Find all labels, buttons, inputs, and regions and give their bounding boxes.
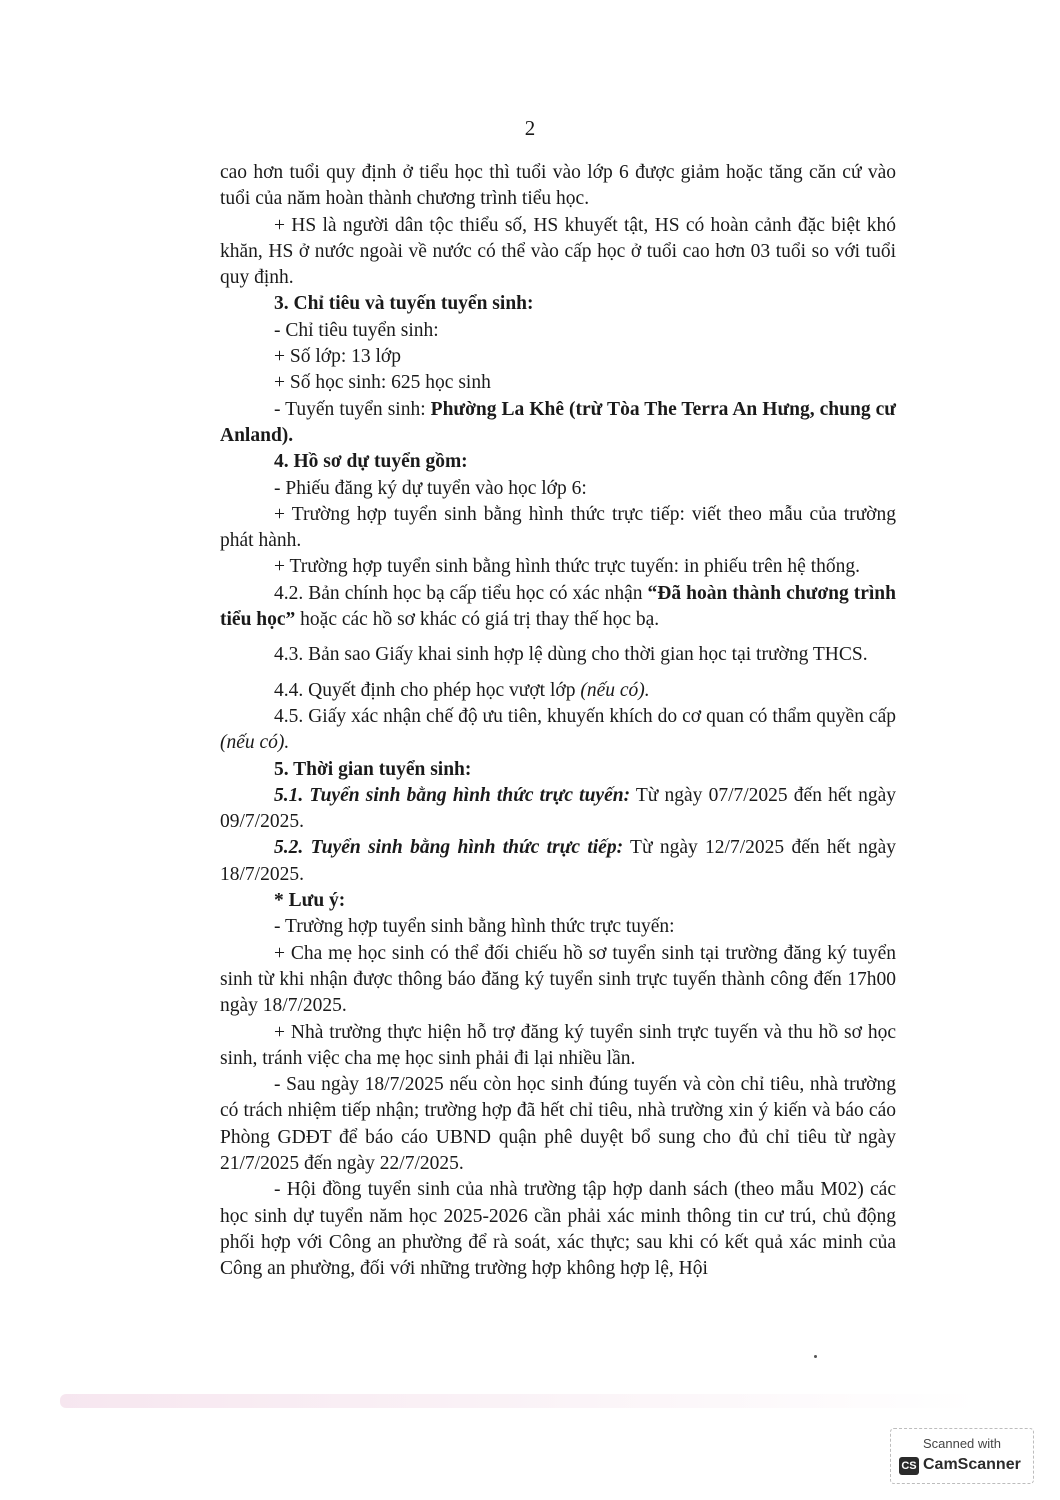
transcript-quote: “Đã hoàn thành chương trình tiểu học”	[220, 582, 896, 631]
document-body	[220, 160, 896, 1282]
paragraph-skip-grade	[220, 678, 896, 704]
paragraph-direct-period	[220, 835, 896, 888]
paragraph-registration-form: - Phiếu đăng ký dự tuyển vào học lớp 6:	[274, 477, 587, 499]
skip-grade-text: 4.4. Quyết định cho phép học vượt lớp	[274, 679, 581, 701]
paragraph-transcript	[220, 581, 896, 634]
paragraph-age-continued: cao hơn tuổi quy định ở tiểu học thì tuổi vào lớp 6 được giảm hoặc tăng căn cứ vào tuổi của năm hoàn thành chương trình tiểu học.	[220, 162, 896, 210]
direct-period-dates: Từ ngày 12/7/2025 đến hết ngày 18/7/2025.	[220, 837, 896, 885]
paragraph-direct-form: + Trường hợp tuyển sinh bằng hình thức trực tiếp: viết theo mẫu của trường phát hành.	[220, 503, 896, 552]
priority-note: (nếu có).	[220, 732, 290, 754]
scan-footer-smudge	[60, 1394, 980, 1408]
online-period-label: 5.1. Tuyển sinh bằng hình thức trực tuyến:	[274, 784, 631, 806]
scan-speck	[814, 1355, 817, 1358]
skip-grade-note: (nếu có).	[580, 679, 650, 701]
heading-quota: 3. Chỉ tiêu và tuyến tuyển sinh:	[274, 293, 534, 315]
paragraph-special-students: + HS là người dân tộc thiểu số, HS khuyết tật, HS có hoàn cảnh đặc biệt khó khăn, HS ở nước ngoài về nước có thể vào cấp học ở tuổi cao hơn 03 tuổi so với tuổi quy định.	[220, 214, 896, 289]
heading-dossier: 4. Hồ sơ dự tuyển gồm:	[274, 451, 468, 473]
paragraph-priority	[220, 704, 896, 757]
paragraph-online-case: - Trường hợp tuyển sinh bằng hình thức trực tuyến:	[274, 916, 675, 938]
heading-note: * Lưu ý:	[274, 890, 346, 912]
paragraph-online-period	[220, 783, 896, 836]
paragraph-parent-check: + Cha mẹ học sinh có thể đối chiếu hồ sơ tuyển sinh tại trường đăng ký tuyển sinh từ khi nhận được thông báo đăng ký tuyển sinh trực tuyến thành công đến 17h00 ngày 18/7/2025.	[220, 942, 896, 1017]
camscanner-brand: CamScanner	[923, 1456, 1021, 1473]
priority-text: 4.5. Giấy xác nhận chế độ ưu tiên, khuyến khích do cơ quan có thẩm quyền cấp	[274, 705, 896, 727]
catchment-area: Phường La Khê (trừ Tòa The Terra An Hưng, chung cư Anland).	[220, 398, 896, 446]
page-number: 2	[524, 116, 536, 140]
paragraph-after-deadline: - Sau ngày 18/7/2025 nếu còn học sinh đúng tuyến và còn chỉ tiêu, nhà trường có trách nhiệm tiếp nhận; trường hợp đã hết chỉ tiêu, nhà trường xin ý kiến và báo cáo Phòng GDĐT để báo cáo UBND quận phê duyệt bổ sung cho đủ chỉ tiêu từ ngày 21/7/2025 đến ngày 22/7/2025.	[220, 1074, 896, 1174]
camscanner-logo-icon: CS	[899, 1457, 919, 1475]
paragraph-catchment	[220, 397, 896, 450]
transcript-text-a: 4.2. Bản chính học bạ cấp tiểu học có xác nhận	[274, 582, 648, 604]
paragraph-student-count: + Số học sinh: 625 học sinh	[274, 372, 491, 394]
direct-period-label: 5.2. Tuyển sinh bằng hình thức trực tiếp:	[274, 837, 624, 859]
paragraph-class-count: + Số lớp: 13 lớp	[274, 346, 401, 368]
paragraph-school-support: + Nhà trường thực hiện hỗ trợ đăng ký tuyển sinh trực tuyến và thu hồ sơ học sinh, tránh việc cha mẹ học sinh phải đi lại nhiều lần.	[220, 1021, 896, 1069]
heading-schedule: 5. Thời gian tuyển sinh:	[274, 758, 472, 780]
paragraph-birth-certificate: 4.3. Bản sao Giấy khai sinh hợp lệ dùng cho thời gian học tại trường THCS.	[274, 644, 868, 666]
catchment-label: - Tuyến tuyển sinh:	[274, 398, 431, 420]
camscanner-badge	[890, 1428, 1034, 1484]
online-period-dates: Từ ngày 07/7/2025 đến hết ngày 09/7/2025.	[220, 784, 896, 833]
paragraph-online-form: + Trường hợp tuyển sinh bằng hình thức trực tuyến: in phiếu trên hệ thống.	[274, 556, 860, 578]
paragraph-quota-label: - Chỉ tiêu tuyển sinh:	[274, 319, 439, 341]
paragraph-verification: - Hội đồng tuyển sinh của nhà trường tập hợp danh sách (theo mẫu M02) các học sinh dự tuyển năm học 2025-2026 cần phải xác minh thông tin cư trú, chủ động phối hợp với Công an phường để rà soát, xác thực; sau khi có kết quả xác minh của Công an phường, đối với những trường hợp không hợp lệ, Hội	[220, 1179, 896, 1280]
scanned-with-label: Scanned with	[922, 1436, 1002, 1451]
transcript-text-b: hoặc các hồ sơ khác có giá trị thay thế học bạ.	[295, 609, 660, 631]
